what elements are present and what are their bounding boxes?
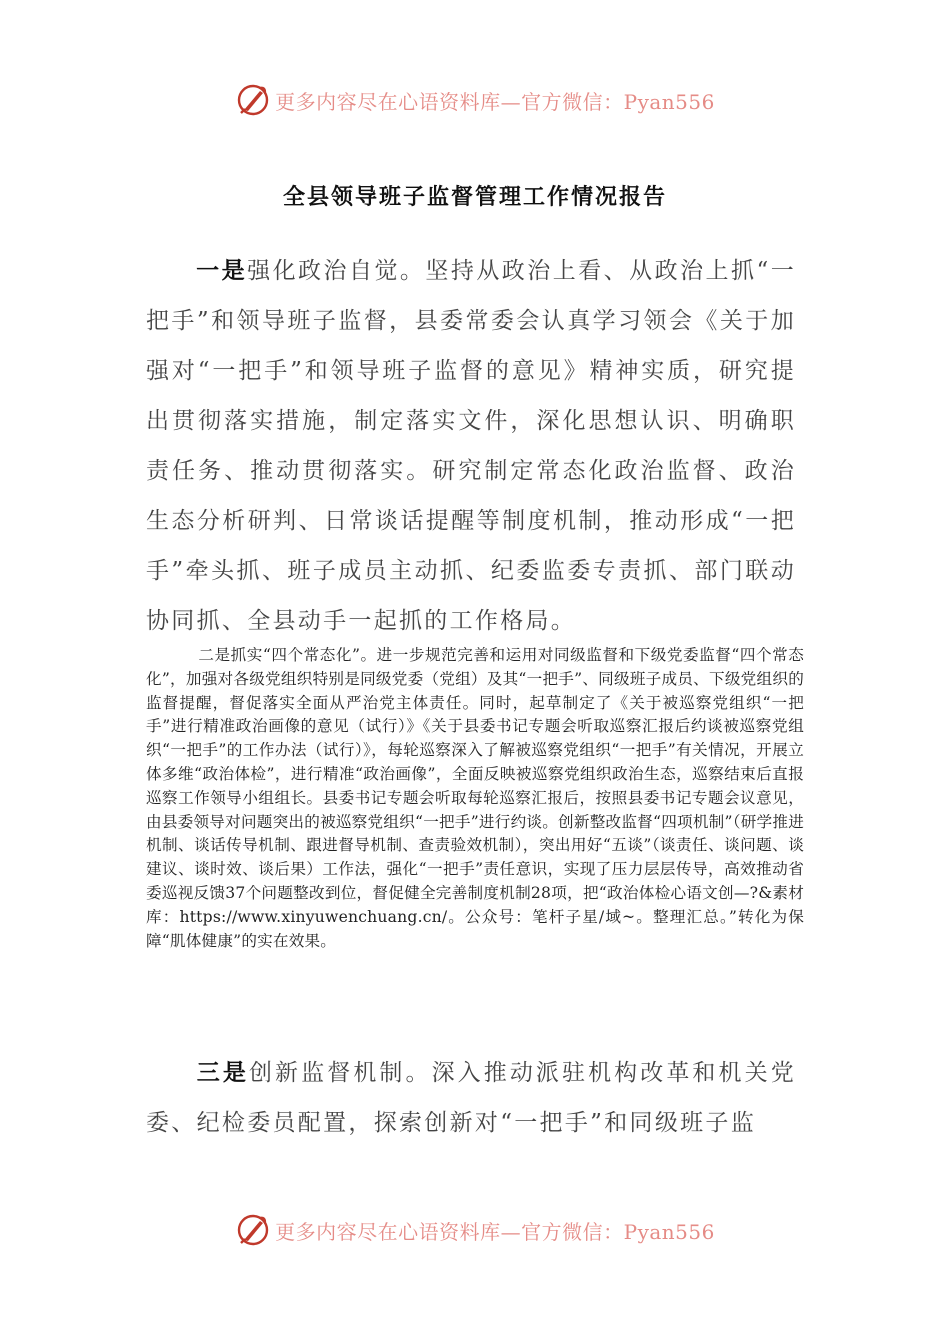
footer-banner bbox=[0, 1210, 950, 1250]
paragraph-3-body: 创新监督机制。深入推动派驻机构改革和机关党委、纪检委员配置，探索创新对“一把手”和同级班子监 bbox=[146, 1060, 796, 1136]
header-banner bbox=[0, 80, 950, 120]
paragraph-3-lead: 三是 bbox=[196, 1059, 249, 1086]
paragraph-1-lead: 一是 bbox=[196, 257, 248, 284]
paragraph-1 bbox=[146, 246, 796, 646]
paragraph-2 bbox=[146, 644, 804, 953]
document-title: 全县领导班子监督管理工作情况报告 bbox=[282, 184, 667, 210]
quill-pen-logo-icon bbox=[235, 1212, 271, 1248]
footer-banner-text: 更多内容尽在心语资料库—官方微信：Pyan556 bbox=[275, 1219, 715, 1244]
header-banner-text: 更多内容尽在心语资料库—官方微信：Pyan556 bbox=[275, 89, 715, 114]
paragraph-3 bbox=[146, 1048, 796, 1148]
paragraph-2-body: 二是抓实“四个常态化”。进一步规范完善和运用对同级监督和下级党委监督“四个常态化”，加强对各级党组织特别是同级党委（党组）及其“一把手”、同级班子成员、下级党组织的监督提醒，督促落实全面从严治党主体责任。同时，起草制定了《关于被巡察党组织“一把手”进行精准政治画像的意见（试行）》《关于县委书记专题会听取巡察汇报后约谈被巡察党组织“一把手”的工作办法（试行）》，每轮巡察深入了解被巡察党组织“一把手”有关情况，开展立体多维“政治体检”，进行精准“政治画像”，全面反映被巡察党组织政治生态，巡察结束后直报巡察工作领导小组组长。县委书记专题会听取每轮巡察汇报后，按照县委书记专题会议意见，由县委领导对问题突出的被巡察党组织“一把手”进行约谈。创新整改监督“四项机制”（研学推进机制、谈话传导机制、跟进督导机制、查责验效机制），突出用好“五谈”（谈责任、谈问题、谈建议、谈时效、谈后果）工作法，强化“一把手”责任意识，实现了压力层层传导，高效推动省委巡视反馈37个问题整改到位，督促健全完善制度机制28项，把“政治体检心语文创—?&素材库：https://www.xinyuwenchuang.cn/。公众号：笔杆子星/域~。整理汇总。”转化为保障“肌体健康”的实在效果。 bbox=[146, 646, 804, 950]
paragraph-1-body: 强化政治自觉。坚持从政治上看、从政治上抓“一把手”和领导班子监督，县委常委会认真学习领会《关于加强对“一把手”和领导班子监督的意见》精神实质，研究提出贯彻落实措施，制定落实文件，深化思想认识、明确职责任务、推动贯彻落实。研究制定常态化政治监督、政治生态分析研判、日常谈话提醒等制度机制，推动形成“一把手”牵头抓、班子成员主动抓、纪委监委专责抓、部门联动协同抓、全县动手一起抓的工作格局。 bbox=[146, 258, 796, 634]
quill-pen-logo-icon bbox=[235, 82, 271, 118]
